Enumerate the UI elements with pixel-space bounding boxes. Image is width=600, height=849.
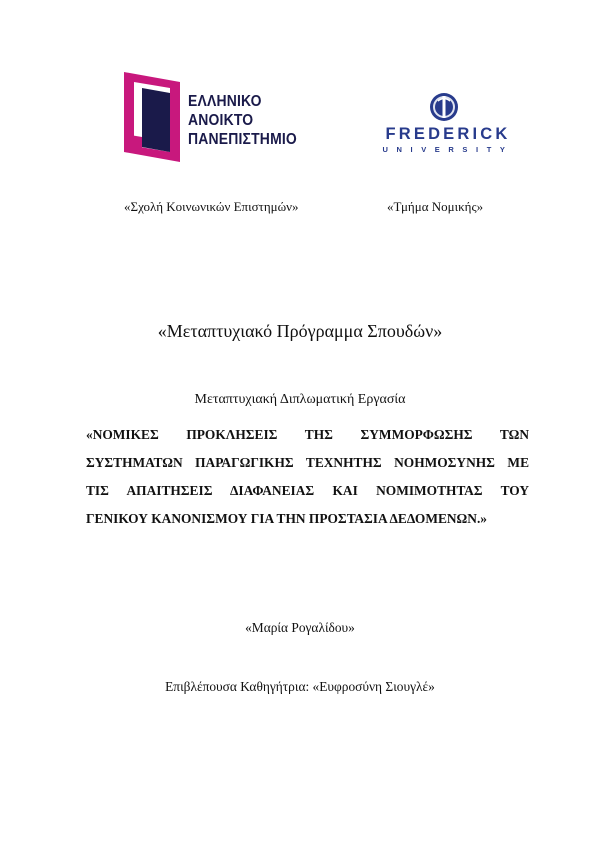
supervisor: Επιβλέπουσα Καθηγήτρια: «Ευφροσύνη Σιουγλέ» <box>165 679 435 694</box>
eap-logo-line-3: ΠΑΝΕΠΙΣΤΗΜΙΟ <box>188 131 297 148</box>
program-name: «Μεταπτυχιακό Πρόγραμμα Σπουδών» <box>157 321 443 341</box>
eap-logo-line-2: ΑΝΟΙΚΤΟ <box>188 112 254 129</box>
eap-logo-line-1: ΕΛΛΗΝΙΚΟ <box>188 93 262 110</box>
frederick-logo <box>366 92 530 162</box>
eap-logo-text <box>188 92 297 149</box>
eap-logo <box>124 72 314 164</box>
school-name: «Σχολή Κοινωνικών Επιστημών» <box>124 199 299 214</box>
frederick-name: FREDERICK <box>385 125 511 143</box>
thesis-type: Μεταπτυχιακή Διπλωματική Εργασία <box>194 392 406 407</box>
title-line-3: ΤΙΣ ΑΠΑΙΤΗΣΕΙΣ ΔΙΑΦΑΝΕΙΑΣ ΚΑΙ ΝΟΜΙΜΟΤΗΤΑΣ ΤΟΥ <box>86 483 529 498</box>
author-name: «Μαρία Ρογαλίδου» <box>245 620 355 635</box>
department-name: «Τμήμα Νομικής» <box>387 199 484 214</box>
thesis-title <box>86 421 529 533</box>
title-line-1: «ΝΟΜΙΚΕΣ ΠΡΟΚΛΗΣΕΙΣ ΤΗΣ ΣΥΜΜΟΡΦΩΣΗΣ ΤΩΝ <box>86 427 529 442</box>
title-line-4: ΓΕΝΙΚΟΥ ΚΑΝΟΝΙΣΜΟΥ ΓΙΑ ΤΗΝ ΠΡΟΣΤΑΣΙΑ ΔΕΔΟΜΕΝΩΝ.» <box>86 511 487 526</box>
frederick-university: UNIVERSITY <box>382 145 514 154</box>
frederick-emblem-icon <box>429 92 459 122</box>
eap-logo-mark-icon <box>124 72 180 162</box>
title-line-2: ΣΥΣΤΗΜΑΤΩΝ ΠΑΡΑΓΩΓΙΚΗΣ ΤΕΧΝΗΤΗΣ ΝΟΗΜΟΣΥΝΗΣ ΜΕ <box>86 455 529 470</box>
